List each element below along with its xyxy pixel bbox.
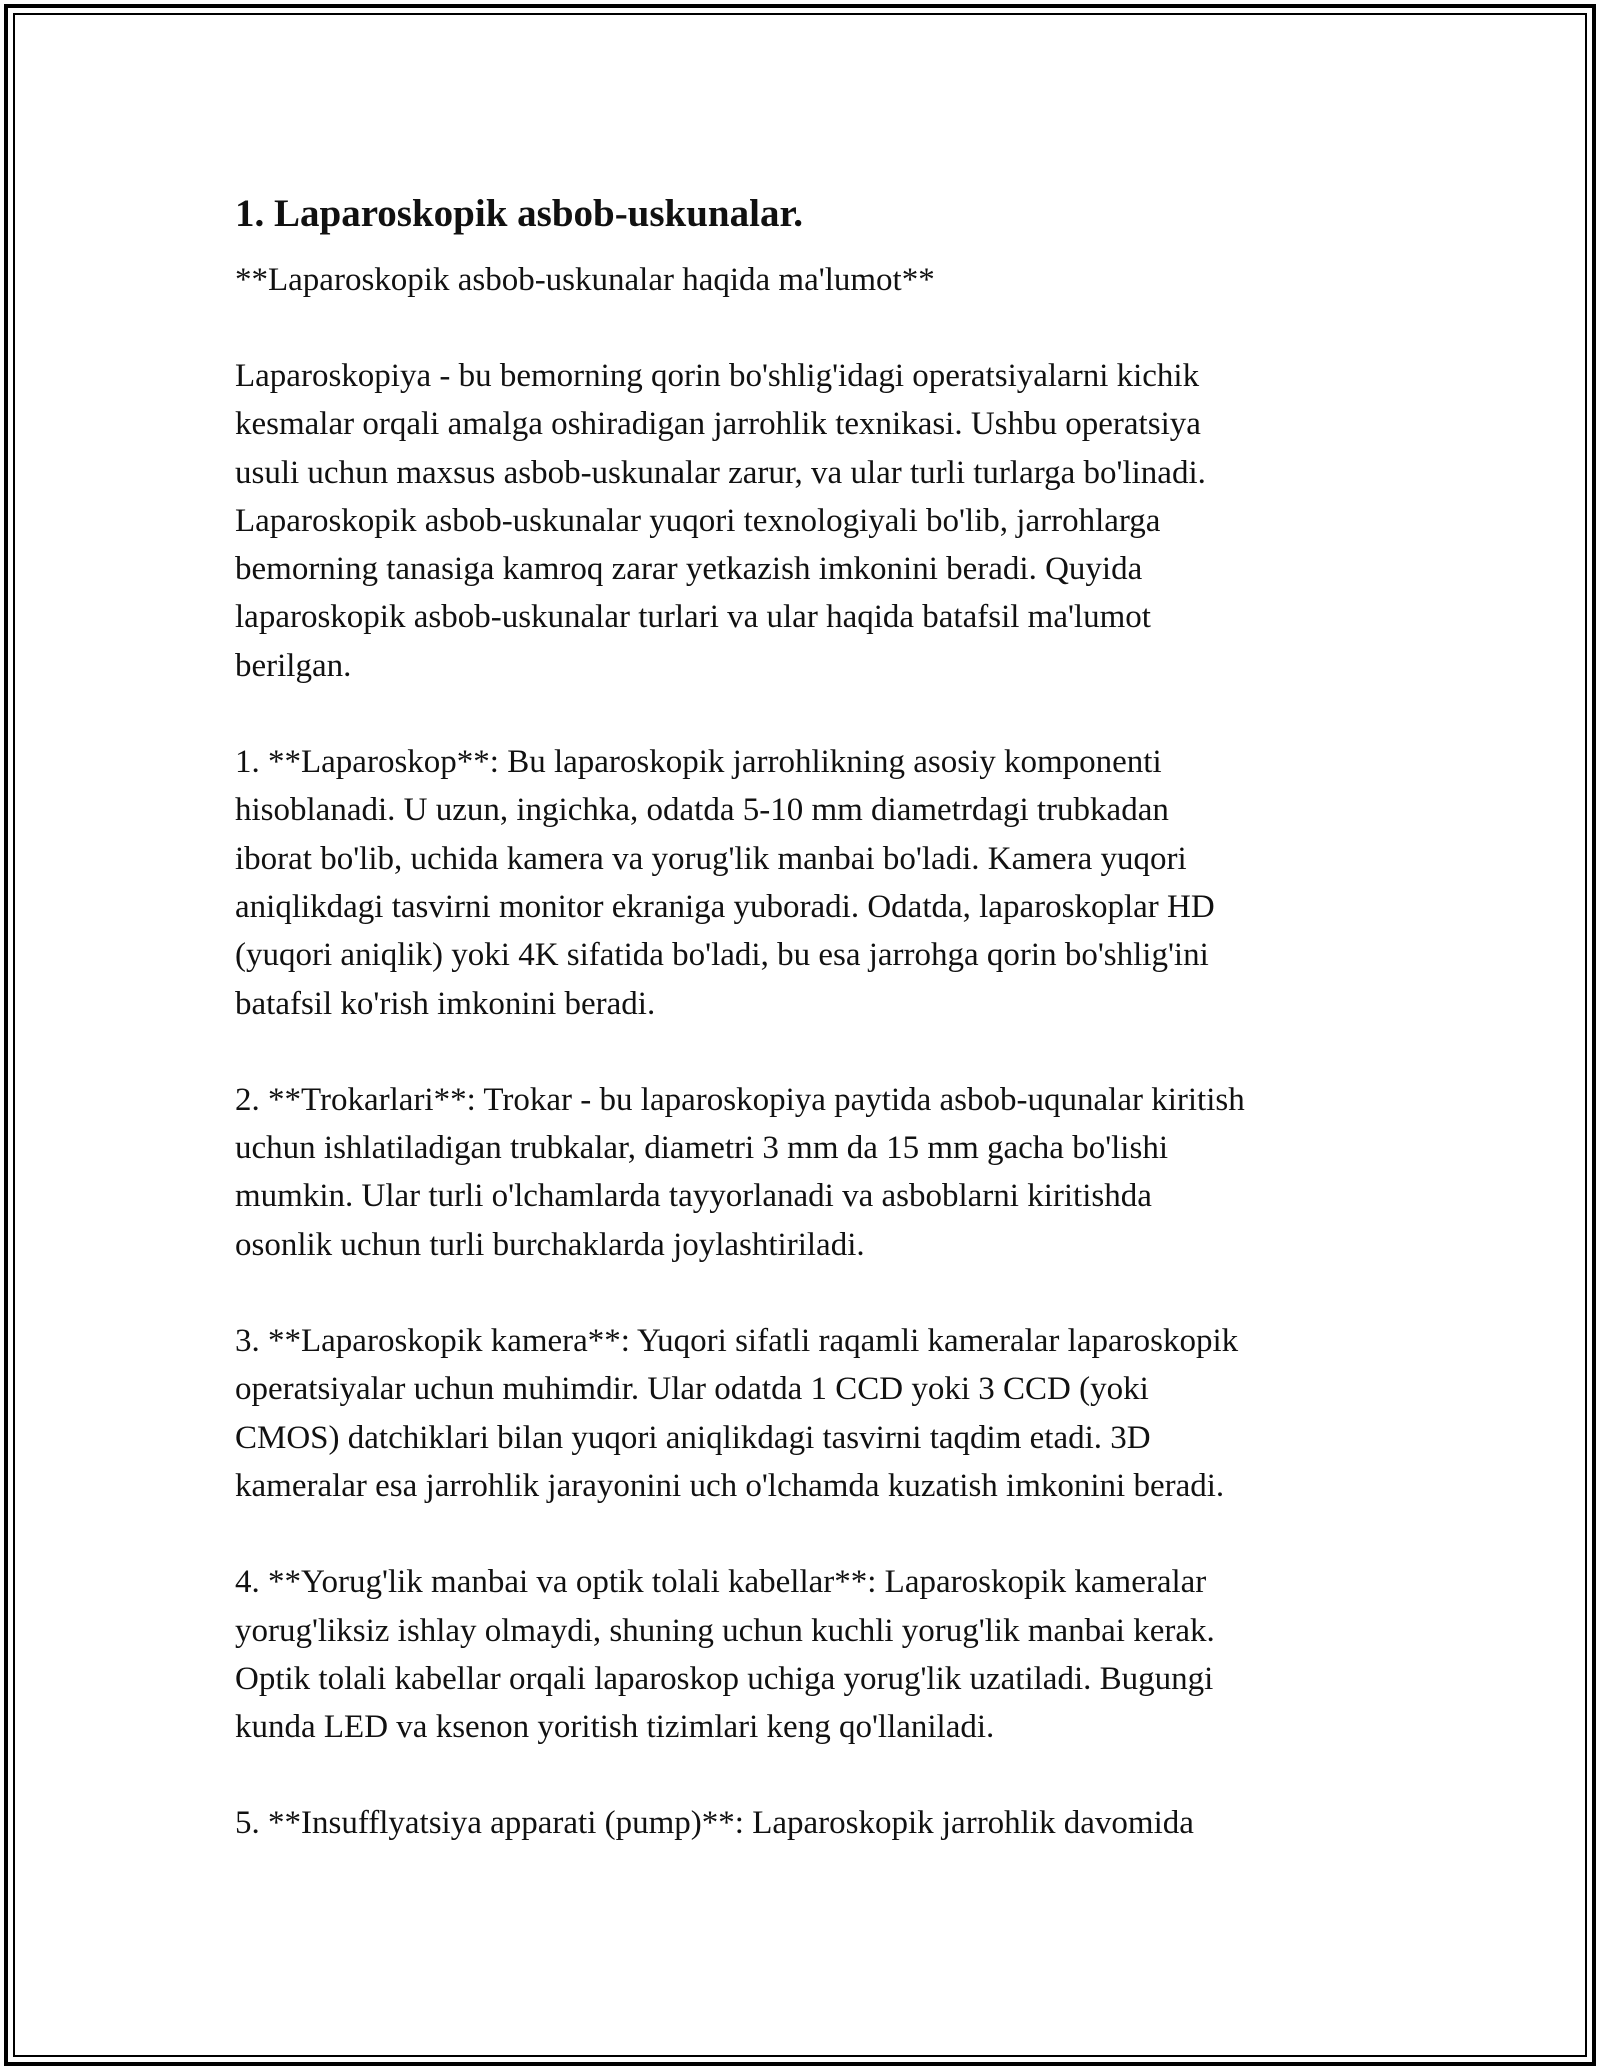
paragraph-item-4: 4. **Yorug'lik manbai va optik tolali kabellar**: Laparoskopik kameralar yorug'liksiz ishlay olmaydi, shuning uchun kuchli yorug'lik manbai kerak. Optik tolali kabellar orqali laparoskop uchiga yorug'lik uzatiladi. Bugungi kunda LED va ksenon yoritish tizimlari keng qo'llaniladi. — [235, 1564, 1215, 1746]
section-heading: 1. Laparoskopik asbob-uskunalar. — [235, 192, 803, 235]
paragraph-item-5: 5. **Insufflyatsiya apparati (pump)**: Laparoskopik jarrohlik davomida — [235, 1805, 1194, 1842]
document-content — [235, 188, 1365, 1848]
paragraph-item-2: 2. **Trokarlari**: Trokar - bu laparoskopiya paytida asbob-uqunalar kiritish uchun ishlatiladigan trubkalar, diametri 3 mm da 15 mm gacha bo'lishi mumkin. Ular turli o'lchamlarda tayyorlanadi va asboblarni kiritishda osonlik uchun turli burchaklarda joylashtiriladi. — [235, 1081, 1245, 1263]
section-subtitle: **Laparoskopik asbob-uskunalar haqida ma'lumot** — [235, 262, 935, 298]
paragraph-intro: Laparoskopiya - bu bemorning qorin bo'shlig'idagi operatsiyalarni kichik kesmalar orqali amalga oshiradigan jarrohlik texnikasi. Ushbu operatsiya usuli uchun maxsus asbob-uskunalar zarur, va ular turli turlarga bo'linadi. Laparoskopik asbob-uskunalar yuqori texnologiyali bo'lib, jarrohlarga bemorning tanasiga kamroq zarar yetkazish imkonini beradi. Quyida laparoskopik asbob-uskunalar turlari va ular haqida batafsil ma'lumot berilgan. — [235, 358, 1206, 684]
paragraph-item-3: 3. **Laparoskopik kamera**: Yuqori sifatli raqamli kameralar laparoskopik operatsiyalar uchun muhimdir. Ular odatda 1 CCD yoki 3 CCD (yoki CMOS) datchiklari bilan yuqori aniqlikdagi tasvirni taqdim etadi. 3D kameralar esa jarrohlik jarayonini uch o'lchamda kuzatish imkonini beradi. — [235, 1323, 1239, 1504]
paragraph-item-1: 1. **Laparoskop**: Bu laparoskopik jarrohlikning asosiy komponenti hisoblanadi. U uzun, ingichka, odatda 5-10 mm diametrdagi trubkadan iborat bo'lib, uchida kamera va yorug'lik manbai bo'ladi. Kamera yuqori aniqlikdagi tasvirni monitor ekraniga yuboradi. Odatda, laparoskoplar HD (yuqori aniqlik) yoki 4K sifatida bo'ladi, bu esa jarrohga qorin bo'shlig'ini batafsil ko'rish imkonini beradi. — [235, 744, 1215, 1022]
